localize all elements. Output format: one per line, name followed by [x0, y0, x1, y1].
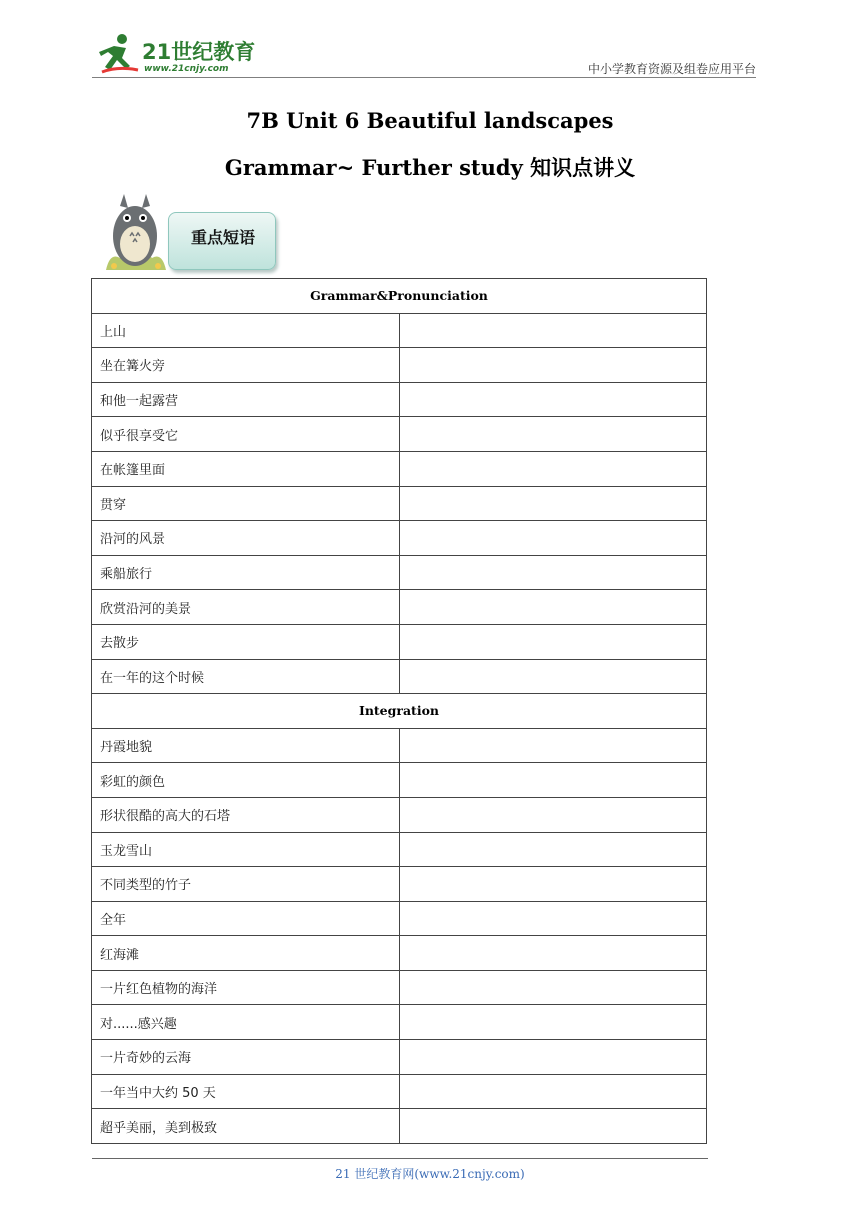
phrase-answer-blank[interactable]	[399, 936, 707, 971]
phrase-answer-blank[interactable]	[399, 417, 707, 452]
phrase-answer-blank[interactable]	[399, 1074, 707, 1109]
phrase-answer-blank[interactable]	[399, 624, 707, 659]
table-row	[92, 590, 707, 625]
section-heading: Integration	[92, 694, 707, 729]
phrase-chinese: 似乎很享受它	[92, 417, 400, 452]
table-row	[92, 1040, 707, 1075]
table-row	[92, 1074, 707, 1109]
table-row	[92, 970, 707, 1005]
phrase-answer-blank[interactable]	[399, 901, 707, 936]
phrase-answer-blank[interactable]	[399, 797, 707, 832]
phrase-chinese: 乘船旅行	[92, 555, 400, 590]
table-row	[92, 624, 707, 659]
phrase-answer-blank[interactable]	[399, 382, 707, 417]
phrase-answer-blank[interactable]	[399, 348, 707, 383]
phrase-chinese: 超乎美丽，美到极致	[92, 1109, 400, 1144]
phrase-answer-blank[interactable]	[399, 486, 707, 521]
table-row	[92, 867, 707, 902]
logo	[92, 30, 312, 80]
phrase-chinese: 彩虹的颜色	[92, 763, 400, 798]
table-row	[92, 417, 707, 452]
table-row	[92, 486, 707, 521]
table-row	[92, 313, 707, 348]
table-row	[92, 555, 707, 590]
table-row	[92, 521, 707, 556]
phrase-answer-blank[interactable]	[399, 970, 707, 1005]
phrase-chinese: 沿河的风景	[92, 521, 400, 556]
phrase-chinese: 和他一起露营	[92, 382, 400, 417]
table-row	[92, 797, 707, 832]
header-divider	[92, 77, 756, 78]
runner-logo-icon	[92, 30, 142, 78]
table-row	[92, 901, 707, 936]
footer-text: 21 世纪教育网(www.21cnjy.com)	[335, 1167, 525, 1181]
table-row	[92, 936, 707, 971]
phrase-chinese: 欣赏沿河的美景	[92, 590, 400, 625]
table-section-header	[92, 694, 707, 729]
table-row	[92, 382, 707, 417]
phrase-chinese: 贯穿	[92, 486, 400, 521]
table-row	[92, 763, 707, 798]
subtitle-chinese: 知识点讲义	[530, 156, 636, 180]
phrase-chinese: 形状很酷的高大的石塔	[92, 797, 400, 832]
phrase-answer-blank[interactable]	[399, 1040, 707, 1075]
table-row	[92, 1005, 707, 1040]
phrase-chinese: 玉龙雪山	[92, 832, 400, 867]
table-row	[92, 728, 707, 763]
table-row	[92, 832, 707, 867]
phrase-chinese: 去散步	[92, 624, 400, 659]
phrase-chinese: 在帐篷里面	[92, 451, 400, 486]
page-header	[92, 30, 756, 82]
logo-url: www.21cnjy.com	[144, 64, 229, 74]
subtitle-english: Grammar~ Further study	[224, 155, 531, 180]
phrase-answer-blank[interactable]	[399, 1005, 707, 1040]
phrase-chinese: 一片奇妙的云海	[92, 1040, 400, 1075]
phrase-answer-blank[interactable]	[399, 590, 707, 625]
phrase-chinese: 不同类型的竹子	[92, 867, 400, 902]
phrase-answer-blank[interactable]	[399, 1109, 707, 1144]
vocabulary-table	[91, 278, 707, 1144]
table-row	[92, 659, 707, 694]
phrase-chinese: 对......感兴趣	[92, 1005, 400, 1040]
phrase-answer-blank[interactable]	[399, 867, 707, 902]
phrase-chinese: 全年	[92, 901, 400, 936]
table-section-header	[92, 279, 707, 314]
phrase-chinese: 一年当中大约 50 天	[92, 1074, 400, 1109]
key-phrases-section-label	[168, 212, 276, 270]
section-label-text: 重点短语	[191, 228, 256, 247]
phrase-answer-blank[interactable]	[399, 659, 707, 694]
section-heading: Grammar&Pronunciation	[92, 279, 707, 314]
phrase-answer-blank[interactable]	[399, 728, 707, 763]
phrase-chinese: 在一年的这个时候	[92, 659, 400, 694]
logo-text: 21世纪教育	[142, 40, 256, 64]
table-row	[92, 1109, 707, 1144]
table-row	[92, 348, 707, 383]
phrase-chinese: 丹霞地貌	[92, 728, 400, 763]
phrase-answer-blank[interactable]	[399, 451, 707, 486]
table-row	[92, 451, 707, 486]
page-subtitle	[0, 152, 860, 182]
phrase-answer-blank[interactable]	[399, 763, 707, 798]
footer-divider	[92, 1158, 708, 1159]
phrase-chinese: 坐在篝火旁	[92, 348, 400, 383]
phrase-answer-blank[interactable]	[399, 313, 707, 348]
phrase-answer-blank[interactable]	[399, 521, 707, 556]
page-title: 7B Unit 6 Beautiful landscapes	[246, 108, 614, 133]
platform-name: 中小学教育资源及组卷应用平台	[587, 62, 756, 76]
phrase-chinese: 红海滩	[92, 936, 400, 971]
totoro-mascot-icon	[100, 192, 170, 272]
phrase-chinese: 上山	[92, 313, 400, 348]
phrase-answer-blank[interactable]	[399, 555, 707, 590]
phrase-chinese: 一片红色植物的海洋	[92, 970, 400, 1005]
phrase-answer-blank[interactable]	[399, 832, 707, 867]
